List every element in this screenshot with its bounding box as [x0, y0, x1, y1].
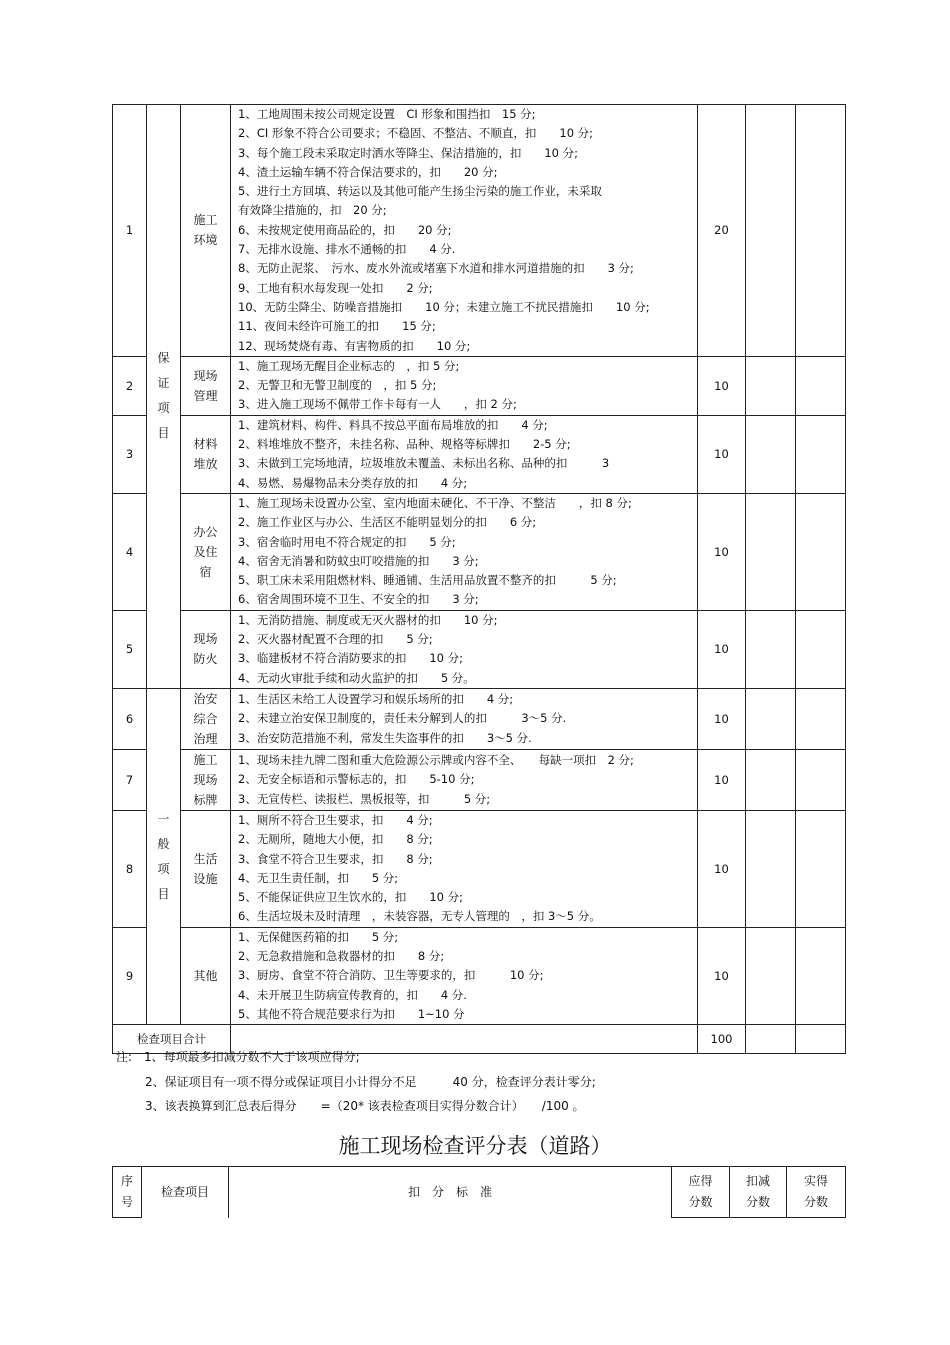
criteria-line: 2、未建立治安保卫制度的，责任未分解到人的扣 3～5 分. — [238, 711, 567, 726]
actual-score-cell — [796, 493, 846, 610]
total-label: 检查项目合计 — [113, 1025, 231, 1054]
deduction-criteria — [231, 415, 698, 493]
table-row — [113, 415, 846, 493]
actual-score-cell — [796, 927, 846, 1024]
header-due — [672, 1167, 730, 1218]
header-deduct-text: 扣减 分数 — [745, 1174, 770, 1209]
criteria-line: 2、无急救措施和急救器材的扣 8 分; — [238, 948, 445, 963]
criteria-line: 3、进入施工现场不佩带工作卡每有一人 ，扣 2 分; — [238, 397, 517, 412]
criteria-line: 5、进行土方回填、转运以及其他可能产生扬尘污染的施工作业，未采取 — [238, 184, 602, 199]
criteria-line: 2、无厕所，随地大小便，扣 8 分; — [238, 832, 433, 847]
table-row — [113, 749, 846, 810]
criteria-line: 10、无防尘降尘、防噪音措施扣 10 分；未建立施工不扰民措施扣 10 分; — [238, 299, 650, 314]
deducted-score-cell — [746, 610, 796, 688]
criteria-line: 3、治安防范措施不利，常发生失盗事件的扣 3～5 分. — [238, 730, 532, 745]
row-number: 6 — [113, 688, 147, 749]
table-row — [113, 493, 846, 610]
row-number: 9 — [113, 927, 147, 1024]
check-item: 材料 堆放 — [181, 415, 231, 493]
criteria-line: 1、工地周围未按公司规定设置 CI 形象和围挡扣 15 分; — [238, 107, 536, 121]
criteria-line: 3、食堂不符合卫生要求，扣 8 分; — [238, 851, 433, 866]
deduction-criteria — [231, 688, 698, 749]
criteria-line: 3、宿舍临时用电不符合规定的扣 5 分; — [238, 534, 456, 549]
criteria-line: 1、无保健医药箱的扣 5 分; — [238, 929, 399, 944]
criteria-line: 1、生活区未给工人设置学习和娱乐场所的扣 4 分; — [238, 691, 514, 706]
header-no — [113, 1167, 142, 1218]
deduction-criteria — [231, 493, 698, 610]
criteria-line: 2、施工作业区与办公、生活区不能明显划分的扣 6 分; — [238, 515, 537, 530]
actual-score-cell — [796, 415, 846, 493]
row-number: 1 — [113, 105, 147, 357]
check-item: 治安 综合 治理 — [181, 688, 231, 749]
criteria-line: 3、未做到工完场地清，垃圾堆放未覆盖、未标出名称、品种的扣 3 — [238, 456, 610, 471]
criteria-line: 5、不能保证供应卫生饮水的，扣 10 分; — [238, 890, 463, 905]
criteria-line: 3、临建板材不符合消防要求的扣 10 分; — [238, 651, 463, 666]
check-item: 现场 防火 — [181, 610, 231, 688]
group-guarantee-items: 保 证 项 目 — [147, 105, 181, 689]
criteria-line: 6、宿舍周围环境不卫生、不安全的扣 3 分; — [238, 592, 479, 607]
row-number: 8 — [113, 810, 147, 927]
criteria-line: 3、每个施工段未采取定时洒水等降尘、保洁措施的，扣 10 分; — [238, 145, 578, 160]
criteria-line: 有效降尘措施的，扣 20 分; — [238, 203, 387, 218]
note-2: 2、保证项目有一项不得分或保证项目小计得分不足 40 分，检查评分表计零分; — [145, 1074, 596, 1089]
check-item: 施工 环境 — [181, 105, 231, 357]
due-score: 10 — [698, 610, 746, 688]
deduction-criteria — [231, 810, 698, 927]
criteria-line: 4、易燃、易爆物品未分类存放的扣 4 分; — [238, 475, 468, 490]
criteria-line: 2、无安全标语和示警标志的，扣 5-10 分; — [238, 772, 475, 787]
total-actual-cell — [796, 1025, 846, 1054]
criteria-line: 12、现场焚烧有毒、有害物质的扣 10 分; — [238, 338, 471, 353]
deducted-score-cell — [746, 749, 796, 810]
check-item: 施工 现场 标牌 — [181, 749, 231, 810]
criteria-line: 6、未按规定使用商品砼的，扣 20 分; — [238, 222, 452, 237]
criteria-line: 4、未开展卫生防病宣传教育的，扣 4 分. — [238, 987, 467, 1002]
deducted-score-cell — [746, 105, 796, 357]
row-number: 3 — [113, 415, 147, 493]
criteria-line: 1、无消防措施、制度或无灭火器材的扣 10 分; — [238, 612, 498, 627]
criteria-line: 2、灭火器材配置不合理的扣 5 分; — [238, 632, 433, 647]
deducted-score-cell — [746, 356, 796, 415]
total-score: 100 — [698, 1025, 746, 1054]
check-item: 生活 设施 — [181, 810, 231, 927]
header-criteria: 扣 分 标 准 — [229, 1167, 672, 1218]
inspection-table-1 — [112, 104, 846, 1054]
header-actual-text: 实得 分数 — [803, 1174, 828, 1209]
due-score: 10 — [698, 688, 746, 749]
criteria-line: 3、厨房、食堂不符合消防、卫生等要求的，扣 10 分; — [238, 968, 544, 983]
actual-score-cell — [796, 810, 846, 927]
header-item: 检查项目 — [142, 1167, 229, 1218]
header-deduct — [730, 1167, 787, 1218]
criteria-line: 1、施工现场无醒目企业标志的 ，扣 5 分; — [238, 358, 460, 373]
table-row — [113, 927, 846, 1024]
deducted-score-cell — [746, 927, 796, 1024]
criteria-line: 11、夜间未经许可施工的扣 15 分; — [238, 319, 436, 334]
table-row — [113, 688, 846, 749]
due-score: 10 — [698, 749, 746, 810]
actual-score-cell — [796, 610, 846, 688]
deduction-criteria — [231, 105, 698, 357]
criteria-line: 8、无防止泥浆、 污水、废水外流或堵塞下水道和排水河道措施的扣 3 分; — [238, 261, 634, 276]
criteria-line: 1、现场未挂九牌二图和重大危险源公示牌或内容不全、 每缺一项扣 2 分; — [238, 752, 634, 767]
table-row — [113, 610, 846, 688]
criteria-line: 1、厕所不符合卫生要求，扣 4 分; — [238, 812, 433, 827]
row-number: 2 — [113, 356, 147, 415]
due-score: 20 — [698, 105, 746, 357]
criteria-line: 5、其他不符合规范要求行为扣 1~10 分 — [238, 1006, 465, 1021]
header-actual — [787, 1167, 846, 1218]
deducted-score-cell — [746, 493, 796, 610]
criteria-line: 2、CI 形象不符合公司要求；不稳固、不整洁、不顺直，扣 10 分; — [238, 126, 594, 141]
table-row — [113, 810, 846, 927]
inspection-table-2-header — [112, 1166, 846, 1218]
actual-score-cell — [796, 356, 846, 415]
due-score: 10 — [698, 356, 746, 415]
header-no-text: 序 号 — [120, 1174, 133, 1209]
table2-title: 施工现场检查评分表（道路） — [338, 1134, 612, 1158]
due-score: 10 — [698, 810, 746, 927]
criteria-line: 6、生活垃圾未及时清理 ，未装容器，无专人管理的 ，扣 3～5 分。 — [238, 909, 601, 924]
table-row — [113, 105, 846, 357]
deducted-score-cell — [746, 688, 796, 749]
criteria-line: 5、职工床未采用阻燃材料、睡通铺、生活用品放置不整齐的扣 5 分; — [238, 573, 617, 588]
deduction-criteria — [231, 610, 698, 688]
criteria-line: 7、无排水设施、排水不通畅的扣 4 分. — [238, 242, 456, 257]
criteria-line: 1、建筑材料、构件、料具不按总平面布局堆放的扣 4 分; — [238, 417, 548, 432]
note-3: 3、该表换算到汇总表后得分 =（20* 该表检查项目实得分数合计） /100 。 — [145, 1099, 585, 1113]
total-deducted-cell — [746, 1025, 796, 1054]
due-score: 10 — [698, 493, 746, 610]
criteria-line: 2、料堆堆放不整齐，未挂名称、品种、规格等标牌扣 2-5 分; — [238, 437, 571, 452]
deduction-criteria — [231, 749, 698, 810]
criteria-line: 2、无警卫和无警卫制度的 ，扣 5 分; — [238, 378, 437, 393]
check-item: 现场 管理 — [181, 356, 231, 415]
row-number: 7 — [113, 749, 147, 810]
deduction-criteria — [231, 356, 698, 415]
check-item: 办公 及住 宿 — [181, 493, 231, 610]
criteria-line: 3、无宣传栏、读报栏、黑板报等，扣 5 分; — [238, 791, 491, 806]
deducted-score-cell — [746, 415, 796, 493]
group-general-items: 一 般 项 目 — [147, 688, 181, 1024]
deduction-criteria — [231, 927, 698, 1024]
criteria-line: 4、渣土运输车辆不符合保洁要求的，扣 20 分; — [238, 164, 498, 179]
note-1: 注: 1、每项最多扣减分数不大于该项应得分; — [116, 1050, 360, 1064]
row-number: 5 — [113, 610, 147, 688]
table-row — [113, 356, 846, 415]
actual-score-cell — [796, 688, 846, 749]
actual-score-cell — [796, 749, 846, 810]
notes — [116, 1045, 596, 1119]
header-due-text: 应得 分数 — [688, 1174, 713, 1209]
due-score: 10 — [698, 927, 746, 1024]
criteria-line: 1、施工现场未设置办公室、室内地面未硬化、不干净、不整洁 ，扣 8 分; — [238, 495, 632, 510]
criteria-line: 4、宿舍无消暑和防蚊虫叮咬措施的扣 3 分; — [238, 553, 479, 568]
criteria-line: 9、工地有积水每发现一处扣 2 分; — [238, 280, 433, 295]
row-number: 4 — [113, 493, 147, 610]
actual-score-cell — [796, 105, 846, 357]
check-item: 其他 — [181, 927, 231, 1024]
due-score: 10 — [698, 415, 746, 493]
criteria-line: 4、无卫生责任制，扣 5 分; — [238, 870, 399, 885]
deducted-score-cell — [746, 810, 796, 927]
criteria-line: 4、无动火审批手续和动火监护的扣 5 分。 — [238, 670, 475, 685]
